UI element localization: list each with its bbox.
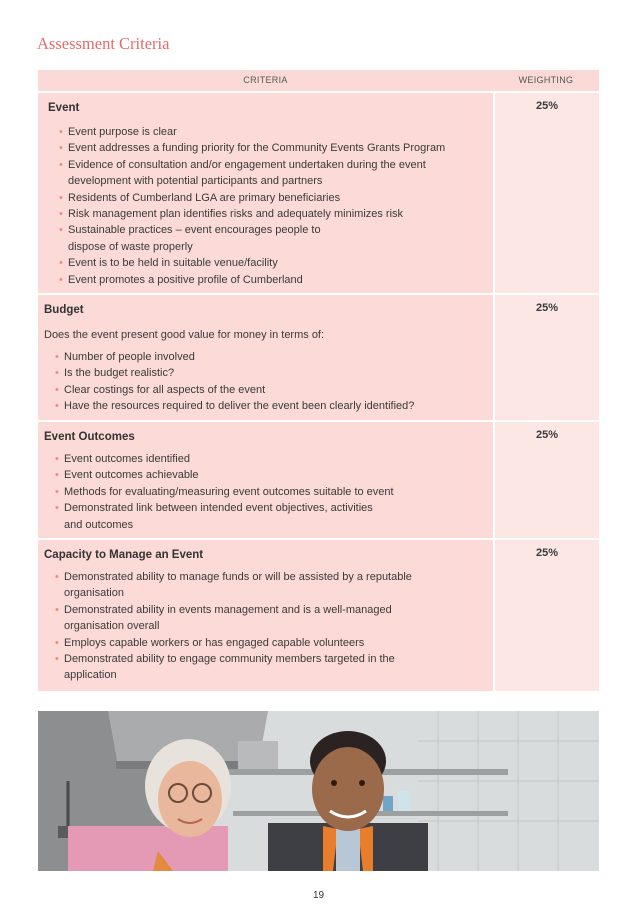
criteria-row-event-outcomes	[38, 422, 599, 540]
list-item: • Methods for evaluating/measuring event outcomes suitable to event	[55, 484, 487, 500]
list-item: • Is the budget realistic?	[55, 365, 487, 381]
section-title: Capacity to Manage an Event	[44, 549, 204, 561]
bullet-list	[44, 349, 487, 415]
page-number: 19	[312, 890, 325, 901]
list-item: • Demonstrated ability to manage funds or will be assisted by a reputable organisation	[55, 569, 487, 602]
bullet-list	[44, 451, 487, 533]
list-item: • Number of people involved	[55, 349, 487, 365]
list-item: • Event is to be held in suitable venue/facility	[59, 255, 487, 271]
list-item: • Event addresses a funding priority for the Community Events Grants Program	[59, 140, 487, 156]
list-item: • Event outcomes identified	[55, 451, 487, 467]
list-item: • Event outcomes achievable	[55, 467, 487, 483]
criteria-table	[38, 70, 599, 693]
list-item: • Evidence of consultation and/or engagement undertaken during the event development with potential participants and partners	[59, 157, 487, 190]
criteria-row-budget	[38, 295, 599, 422]
list-item: • Employs capable workers or has engaged capable volunteers	[55, 635, 487, 651]
section-title: Event Outcomes	[44, 431, 135, 443]
list-item: • Residents of Cumberland LGA are primary beneficiaries	[59, 190, 487, 206]
weighting-value: 25%	[493, 540, 599, 691]
table-header	[38, 70, 599, 93]
list-item: • Have the resources required to deliver the event been clearly identified?	[55, 398, 487, 414]
bullet-list	[44, 569, 487, 684]
weighting-value: 25%	[493, 93, 599, 293]
list-item: • Event promotes a positive profile of Cumberland	[59, 272, 487, 288]
list-item: • Sustainable practices – event encourages people to dispose of waste properly	[59, 222, 487, 255]
list-item: • Demonstrated ability to engage community members targeted in the application	[55, 651, 487, 684]
weighting-value: 25%	[493, 422, 599, 538]
weighting-value: 25%	[493, 295, 599, 420]
header-weighting: WEIGHTING	[518, 75, 574, 85]
list-item: • Clear costings for all aspects of the event	[55, 382, 487, 398]
criteria-row-event	[38, 93, 599, 295]
page-title: Assessment Criteria	[37, 34, 170, 53]
list-item: • Event purpose is clear	[59, 124, 487, 140]
list-item: • Risk management plan identifies risks and adequately minimizes risk	[59, 206, 487, 222]
bullet-list	[48, 124, 487, 288]
section-intro: Does the event present good value for money in terms of:	[44, 329, 325, 341]
section-title: Budget	[44, 304, 84, 316]
criteria-row-capacity	[38, 540, 599, 693]
volunteers-photo	[38, 711, 599, 871]
header-criteria: CRITERIA	[243, 75, 288, 85]
list-item: • Demonstrated link between intended event objectives, activities and outcomes	[55, 500, 487, 533]
section-title: Event	[48, 102, 80, 114]
list-item: • Demonstrated ability in events management and is a well-managed organisation overall	[55, 602, 487, 635]
